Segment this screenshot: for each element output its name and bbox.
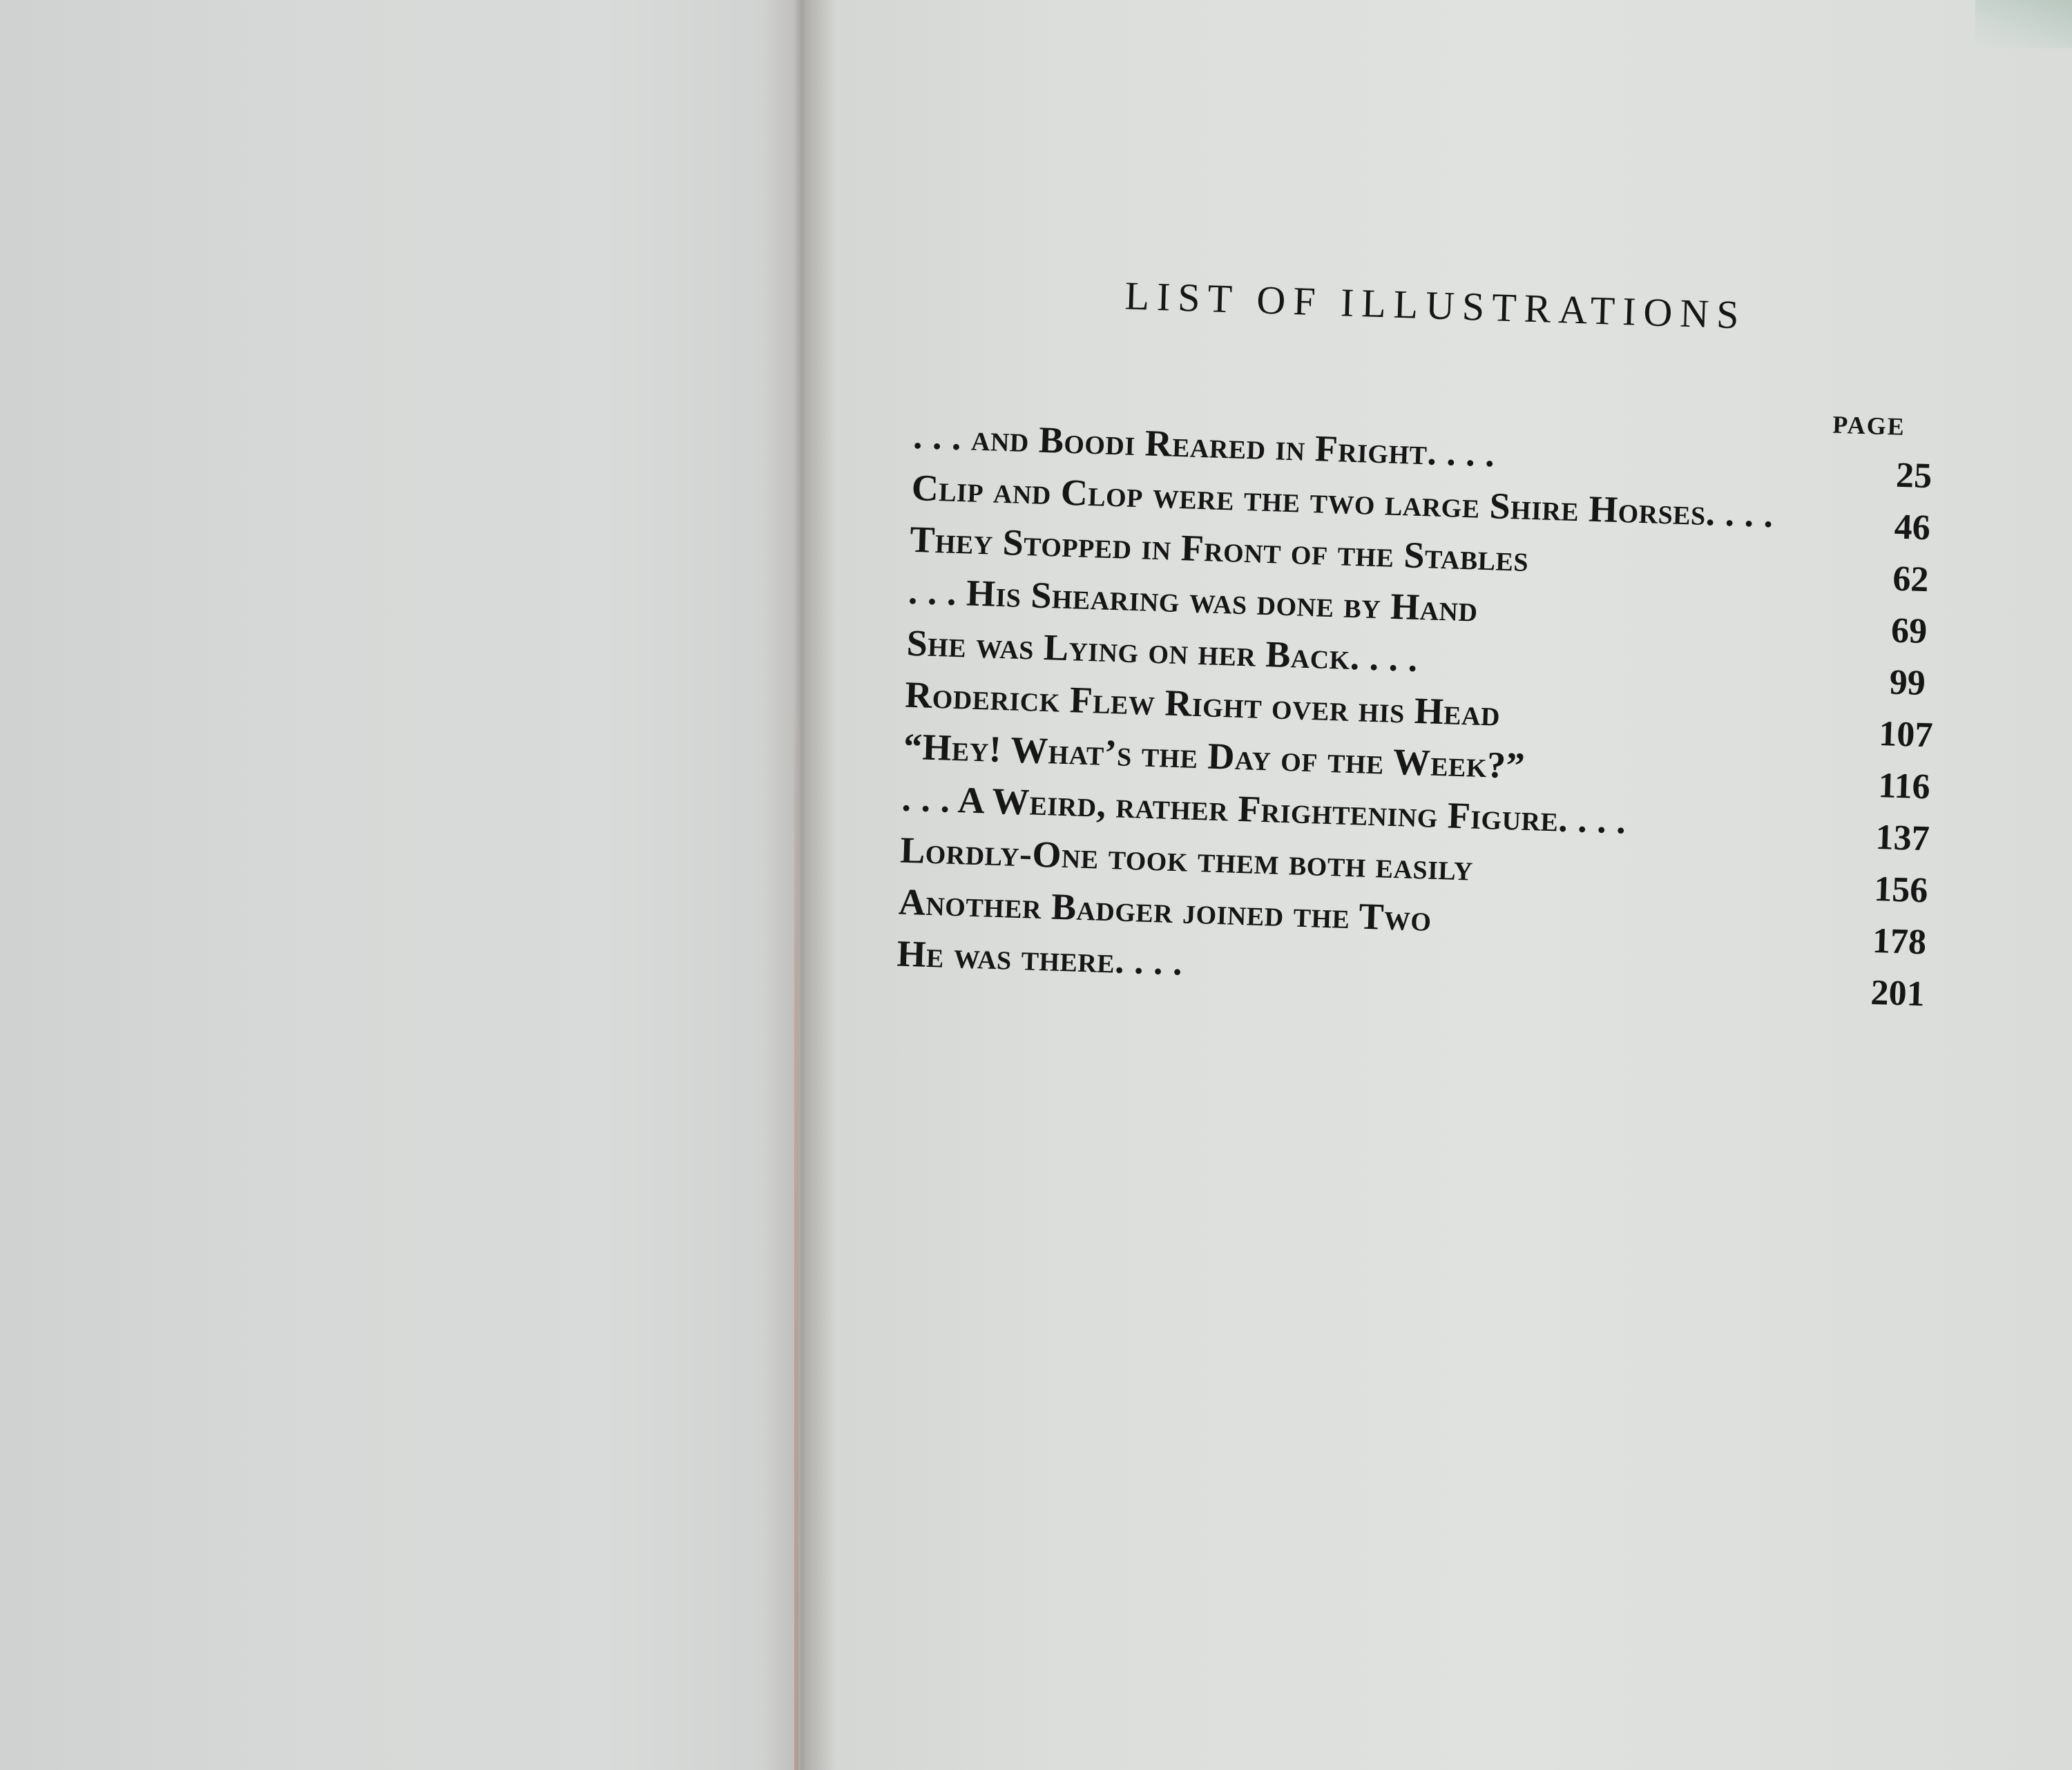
left-blank-page <box>0 0 805 1770</box>
illustration-page-number: 116 <box>1877 766 1931 807</box>
page-column-label: PAGE <box>1832 410 1906 441</box>
illustration-title: She was Lying on her Back. . . . <box>905 622 1419 680</box>
illustration-page-number: 137 <box>1874 817 1930 859</box>
illustration-title: Lordly-One took them both easily <box>899 829 1474 889</box>
illustration-title: They Stopped in Front of the Stables <box>909 518 1530 579</box>
illustration-title: Clip and Clop were the two large Shire Horses. . . . <box>910 466 1774 536</box>
illustration-page-number: 62 <box>1892 559 1930 600</box>
illustration-page-number: 25 <box>1895 455 1933 497</box>
illustration-list <box>896 414 1963 1017</box>
illustration-page-number: 69 <box>1890 610 1928 652</box>
illustration-page-number: 46 <box>1893 507 1931 548</box>
illustration-page-number: 201 <box>1870 972 1926 1014</box>
illustration-title: . . . and Boodi Reared in Fright. . . . <box>912 414 1496 475</box>
background-fabric <box>1975 0 2072 48</box>
gutter-edge <box>794 691 798 1770</box>
page-title: LIST OF ILLUSTRATIONS <box>1124 273 1747 338</box>
illustration-page-number: 107 <box>1878 714 1934 756</box>
illustration-title: He was there. . . . <box>896 932 1184 983</box>
illustration-page-number: 178 <box>1872 921 1927 963</box>
illustration-title: . . . A Weird, rather Frightening Figure. . . . <box>901 777 1627 842</box>
illustration-page-number: 99 <box>1888 662 1926 704</box>
illustration-page-number: 156 <box>1873 869 1929 911</box>
illustration-title: Roderick Flew Right over his Head <box>904 673 1502 734</box>
illustration-title: Another Badger joined the Two <box>898 881 1432 939</box>
illustration-title: . . . His Shearing was done by Hand <box>908 570 1479 630</box>
illustration-title: “Hey! What’s the Day of the Week?” <box>903 725 1526 787</box>
